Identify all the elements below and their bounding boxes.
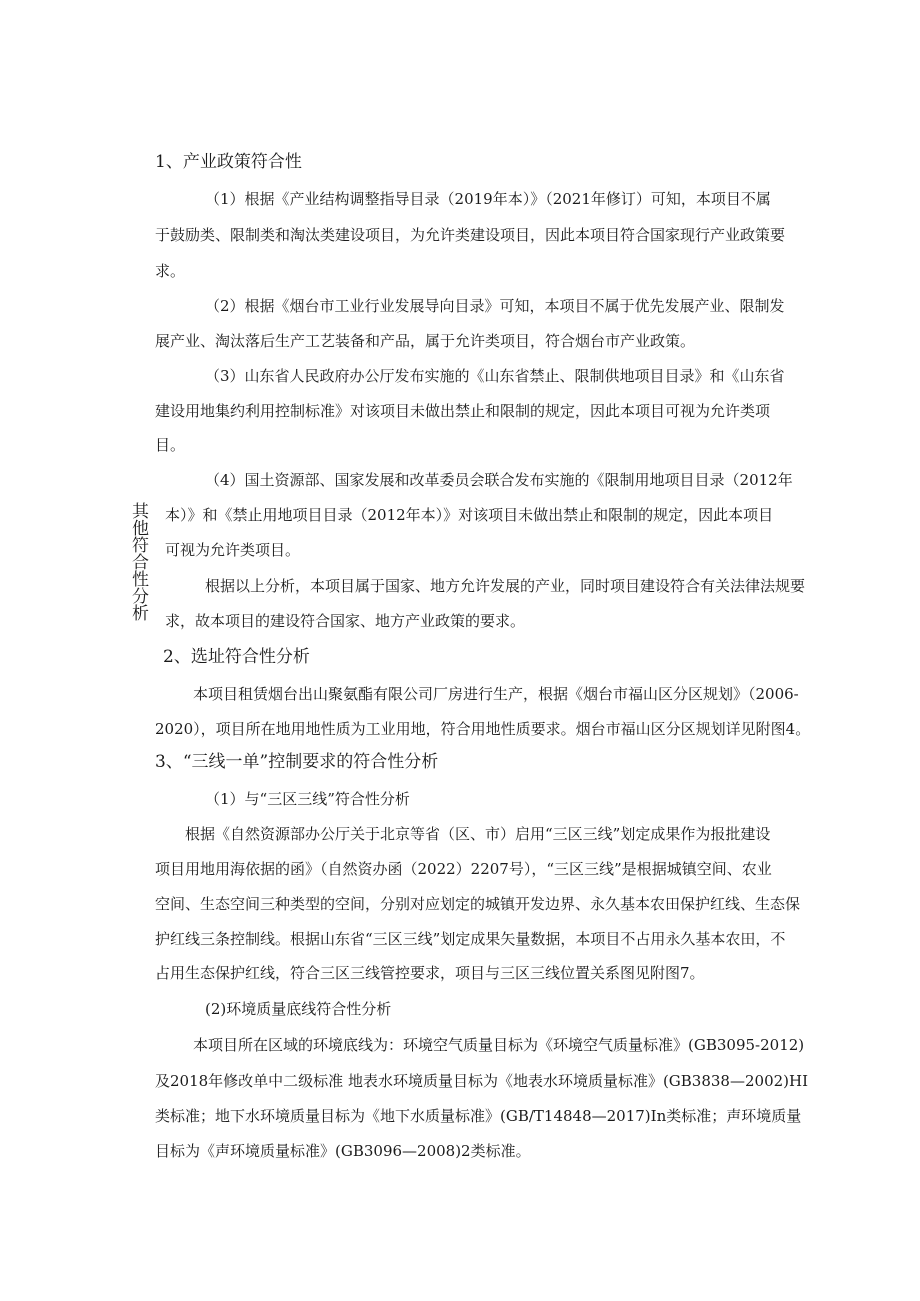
subheading-environmental-quality: (2)环境质量底线符合性分析 [205, 1000, 392, 1018]
heading-three-lines-one-list: 3、“三线一单”控制要求的符合性分析 [155, 752, 439, 772]
paragraph-line: 根据以上分析，本项目属于国家、地方允许发展的产业，同时项目建设符合有关法律法规要 [205, 577, 806, 595]
sidebar-label: 其他符合性分析 [128, 502, 148, 621]
paragraph-line: 本）》和《禁止用地项目目录（2012年本）》对该项目未做出禁止和限制的规定，因此本项目 [165, 506, 774, 524]
paragraph-line: 建设用地集约利用控制标准》对该项目未做出禁止和限制的规定，因此本项目可视为允许类项 [155, 402, 771, 420]
paragraph-line: 2020），项目所在地用地性质为工业用地，符合用地性质要求。烟台市福山区分区规划详见附图4。 [155, 720, 811, 738]
paragraph-line: 于鼓励类、限制类和淘汰类建设项目，为允许类建设项目，因此本项目符合国家现行产业政策要 [155, 226, 786, 244]
paragraph-line: 根据《自然资源部办公厅关于北京等省（区、市）启用“三区三线”划定成果作为报批建设 [185, 825, 771, 843]
paragraph-line: （1）根据《产业结构调整指导目录（2019年本）》（2021年修订）可知，本项目不属 [205, 190, 771, 208]
paragraph-line: 护红线三条控制线。根据山东省“三区三线”划定成果矢量数据，本项目不占用永久基本农田，不 [155, 930, 786, 948]
paragraph-line: 项目用地用海依据的函》（自然资办函（2022）2207号），“三区三线”是根据城镇空间、农业 [155, 860, 772, 878]
paragraph-line: （3）山东省人民政府办公厅发布实施的《山东省禁止、限制供地项目目录》和《山东省 [205, 367, 785, 385]
paragraph-line: 本项目所在区域的环境底线为：环境空气质量目标为《环境空气质量标准》(GB3095-2012) [193, 1036, 805, 1054]
paragraph-line: 本项目租赁烟台出山聚氨酯有限公司厂房进行生产，根据《烟台市福山区分区规划》（2006- [193, 685, 799, 703]
paragraph-line: 目。 [155, 436, 186, 454]
paragraph-line: 求。 [155, 262, 186, 280]
paragraph-line: （4）国土资源部、国家发展和改革委员会联合发布实施的《限制用地项目目录（2012年 [205, 471, 793, 489]
paragraph-line: 占用生态保护红线，符合三区三线管控要求，项目与三区三线位置关系图见附图7。 [155, 964, 705, 982]
paragraph-line: 目标为《声环境质量标准》(GB3096—2008)2类标准。 [155, 1142, 531, 1160]
heading-industry-policy: 1、产业政策符合性 [155, 152, 302, 172]
heading-site-selection: 2、选址符合性分析 [163, 647, 310, 667]
paragraph-line: （2）根据《烟台市工业行业发展导向目录》可知，本项目不属于优先发展产业、限制发 [205, 297, 785, 315]
paragraph-line: 展产业、淘汰落后生产工艺装备和产品，属于允许类项目，符合烟台市产业政策。 [155, 332, 696, 350]
paragraph-line: 空间、生态空间三种类型的空间，分别对应划定的城镇开发边界、永久基本农田保护红线、生态保 [155, 895, 801, 913]
subheading-three-zones: （1）与“三区三线”符合性分析 [205, 790, 410, 808]
paragraph-line: 可视为允许类项目。 [165, 541, 301, 559]
paragraph-line: 类标准；地下水环境质量目标为《地下水质量标准》(GB/T14848—2017)In类标准；声环境质量 [155, 1107, 802, 1125]
paragraph-line: 及2018年修改单中二级标准 地表水环境质量目标为《地表水环境质量标准》(GB3838—2002)HI [155, 1072, 809, 1090]
paragraph-line: 求，故本项目的建设符合国家、地方产业政策的要求。 [165, 612, 526, 630]
